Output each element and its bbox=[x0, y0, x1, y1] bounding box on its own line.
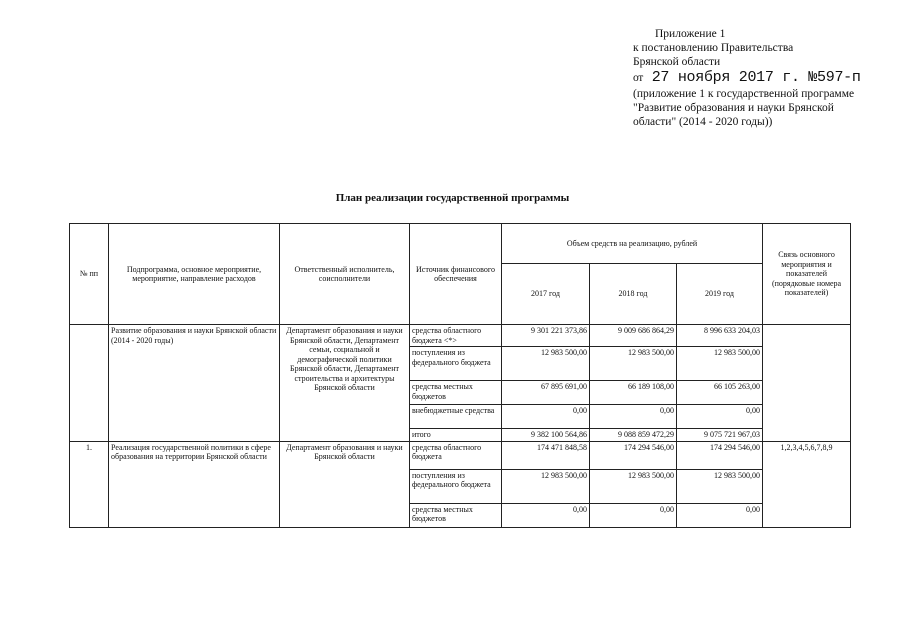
cell-link bbox=[763, 325, 851, 442]
cell-executor: Департамент образования и науки Брянской области bbox=[280, 441, 410, 527]
document-title: План реализации государственной программы bbox=[335, 192, 570, 204]
cell-2018: 9 088 859 472,29 bbox=[590, 429, 677, 442]
cell-2018: 66 189 108,00 bbox=[590, 381, 677, 405]
cell-source: средства местных бюджетов bbox=[410, 381, 502, 405]
cell-num bbox=[70, 325, 109, 442]
header-link: Связь основного мероприятия и показателей (порядковые номера показателей) bbox=[763, 224, 851, 325]
cell-source: средства местных бюджетов bbox=[410, 503, 502, 527]
table-row bbox=[70, 325, 851, 347]
date-prefix: от bbox=[633, 72, 644, 84]
appendix-line: (приложение 1 к государственной программе bbox=[633, 88, 855, 100]
header-volume: Объем средств на реализацию, рублей bbox=[502, 224, 763, 264]
cell-source: средства областного бюджета bbox=[410, 441, 502, 469]
cell-executor: Департамент образования и науки Брянской области, Департамент семьи, социальной и демографической политики Брянской области, Департамент строительства и архитектуры Брянской области bbox=[280, 325, 410, 442]
appendix-line: "Развитие образования и науки Брянской bbox=[633, 102, 834, 114]
cell-source: средства областного бюджета <*> bbox=[410, 325, 502, 347]
cell-num: 1. bbox=[70, 441, 109, 527]
cell-2019: 0,00 bbox=[677, 503, 763, 527]
cell-source: поступления из федерального бюджета bbox=[410, 469, 502, 503]
cell-2018: 0,00 bbox=[590, 405, 677, 429]
appendix-date bbox=[633, 69, 895, 87]
cell-2019: 12 983 500,00 bbox=[677, 469, 763, 503]
cell-2017: 12 983 500,00 bbox=[502, 347, 590, 381]
cell-program-name: Развитие образования и науки Брянской области (2014 - 2020 годы) bbox=[109, 325, 280, 442]
appendix-line: области" (2014 - 2020 годы)) bbox=[633, 116, 773, 128]
cell-2018: 12 983 500,00 bbox=[590, 347, 677, 381]
header-source: Источник финансового обеспечения bbox=[410, 224, 502, 325]
cell-2019: 12 983 500,00 bbox=[677, 347, 763, 381]
cell-2017: 0,00 bbox=[502, 405, 590, 429]
header-2018: 2018 год bbox=[590, 264, 677, 325]
cell-2019: 8 996 633 204,03 bbox=[677, 325, 763, 347]
cell-2017: 9 301 221 373,86 bbox=[502, 325, 590, 347]
cell-2018: 174 294 546,00 bbox=[590, 441, 677, 469]
table-row bbox=[70, 441, 851, 469]
cell-2017: 12 983 500,00 bbox=[502, 469, 590, 503]
appendix-line: Брянской области bbox=[633, 56, 721, 68]
appendix-line: к постановлению Правительства bbox=[633, 42, 794, 54]
cell-source: итого bbox=[410, 429, 502, 442]
cell-2019: 0,00 bbox=[677, 405, 763, 429]
header-executor: Ответственный исполнитель, соисполнители bbox=[280, 224, 410, 325]
cell-2019: 174 294 546,00 bbox=[677, 441, 763, 469]
plan-table bbox=[69, 223, 851, 528]
cell-link: 1,2,3,4,5,6,7,8,9 bbox=[763, 441, 851, 527]
appendix-header bbox=[633, 27, 895, 129]
appendix-line: Приложение 1 bbox=[655, 28, 726, 40]
cell-2017: 9 382 100 564,86 bbox=[502, 429, 590, 442]
cell-2019: 66 105 263,00 bbox=[677, 381, 763, 405]
header-name: Подпрограмма, основное мероприятие, мероприятие, направление расходов bbox=[109, 224, 280, 325]
cell-2018: 12 983 500,00 bbox=[590, 469, 677, 503]
cell-2018: 9 009 686 864,29 bbox=[590, 325, 677, 347]
header-2019: 2019 год bbox=[677, 264, 763, 325]
cell-2017: 67 895 691,00 bbox=[502, 381, 590, 405]
header-2017: 2017 год bbox=[502, 264, 590, 325]
cell-2019: 9 075 721 967,03 bbox=[677, 429, 763, 442]
handwritten-date: 27 ноября 2017 г. №597-п bbox=[651, 69, 861, 86]
cell-source: внебюджетные средства bbox=[410, 405, 502, 429]
cell-2017: 174 471 848,58 bbox=[502, 441, 590, 469]
cell-source: поступления из федерального бюджета bbox=[410, 347, 502, 381]
header-num: № пп bbox=[70, 224, 109, 325]
cell-2017: 0,00 bbox=[502, 503, 590, 527]
cell-program-name: Реализация государственной политики в сфере образования на территории Брянской области bbox=[109, 441, 280, 527]
cell-2018: 0,00 bbox=[590, 503, 677, 527]
